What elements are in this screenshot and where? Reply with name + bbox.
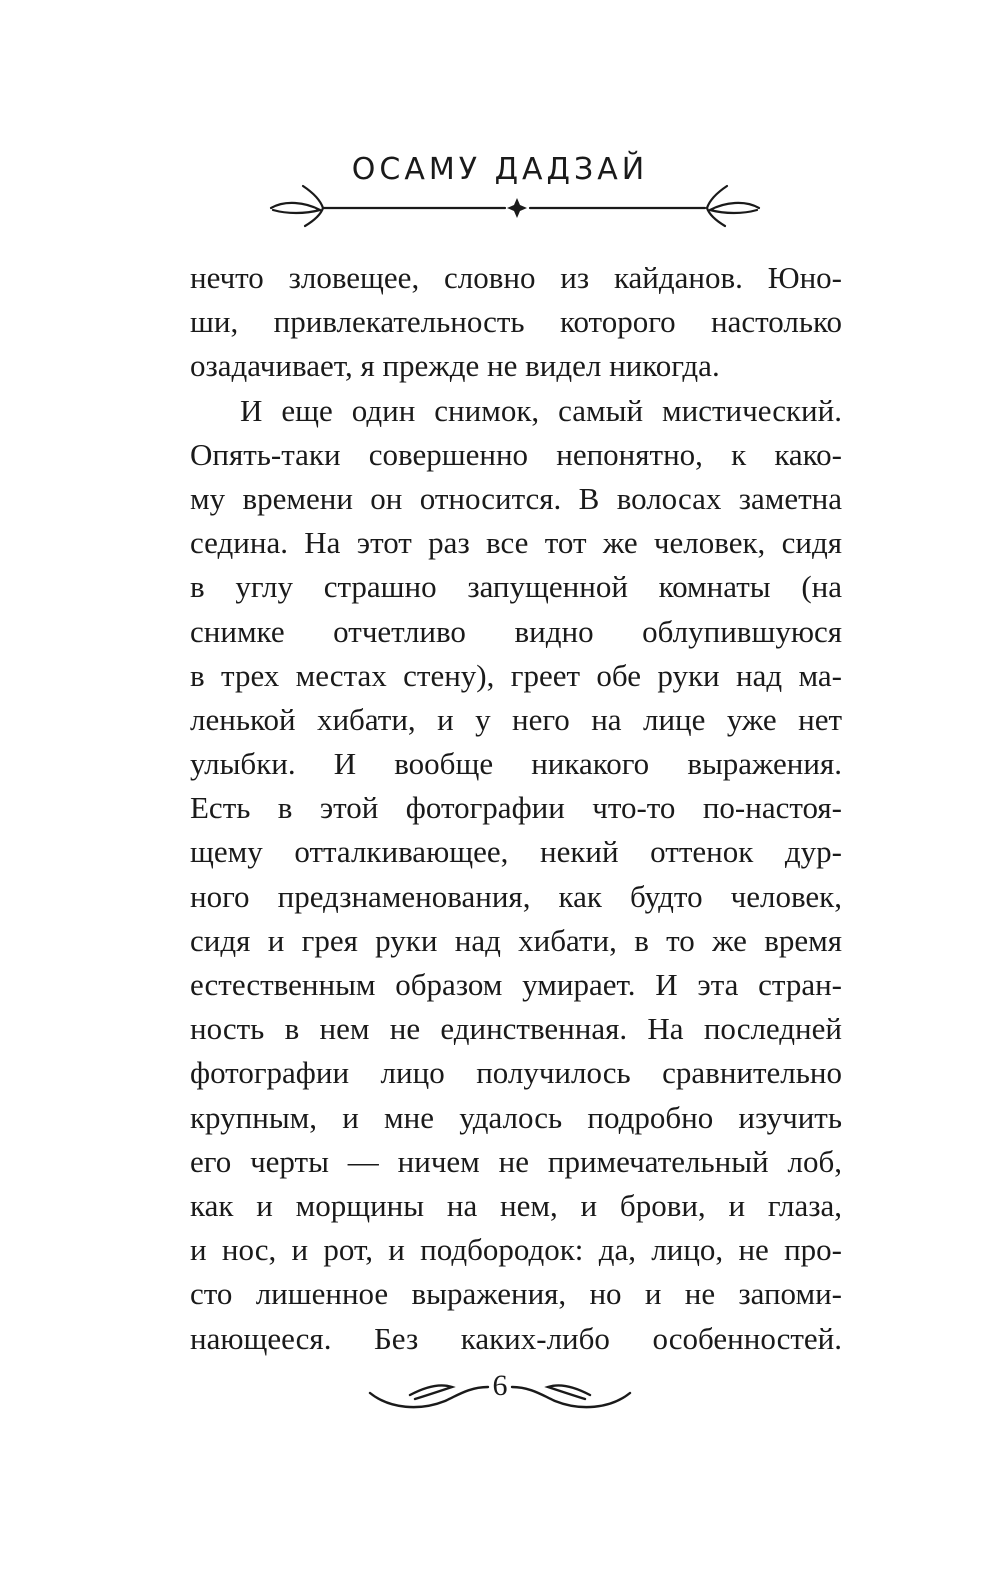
header-divider-ornament (265, 180, 765, 240)
ornament-star-icon (507, 198, 527, 218)
text-line: нающееся. Без каких-либо особенностей. (190, 1320, 842, 1356)
text-line: как и морщины на нем, и брови, и глаза, (190, 1187, 842, 1223)
text-line: фотографии лицо получилось сравнительно (190, 1055, 842, 1091)
text-line: И еще один снимок, самый мистический. (240, 392, 842, 428)
text-line: Опять-таки совершенно непонятно, к како- (190, 436, 842, 472)
text-line: сто лишенное выражения, но и не запоми- (190, 1276, 842, 1312)
text-line: сидя и грея руки над хибати, в то же время (190, 922, 842, 958)
main-text (190, 256, 842, 1361)
text-line: ность в нем не единственная. На последней (190, 1011, 842, 1047)
text-line: его черты — ничем не примечательный лоб, (190, 1143, 842, 1179)
ornament-right-flourish (710, 203, 759, 213)
text-line: и нос, и рот, и подбородок: да, лицо, не про- (190, 1232, 842, 1268)
text-line: му времени он относится. В волосах заметна (190, 480, 842, 516)
text-line: ного предзнаменования, как будто человек, (190, 878, 842, 914)
text-line: нечто зловещее, словно из кайданов. Юно- (190, 260, 842, 295)
text-line: естественным образом умирает. И эта стран- (190, 967, 842, 1002)
text-line: ши, привлекательность которого настолько (190, 304, 842, 340)
text-line: снимке отчетливо видно облупившуюся (190, 613, 842, 649)
text-line: седина. На этот раз все тот же человек, сидя (190, 525, 842, 561)
page-number: 6 (492, 1369, 508, 1402)
text-line: Есть в этой фотографии что-то по-настоя- (190, 790, 842, 826)
text-line: крупным, и мне удалось подробно изучить (190, 1099, 842, 1135)
text-line: в углу страшно запущенной комнаты (на (190, 569, 842, 605)
ornament-left-flourish (271, 203, 320, 213)
text-line: в трех местах стену), греет обе руки над ма- (190, 657, 842, 693)
text-line: улыбки. И вообще никакого выражения. (190, 746, 842, 782)
text-line: озадачивает, я прежде не видел никогда. (190, 348, 720, 384)
text-line: щему отталкивающее, некий оттенок дур- (190, 834, 842, 870)
text-line: ленькой хибати, и у него на лице уже нет (190, 701, 842, 737)
running-head-author: ОСАМУ ДАДЗАЙ (351, 152, 649, 187)
